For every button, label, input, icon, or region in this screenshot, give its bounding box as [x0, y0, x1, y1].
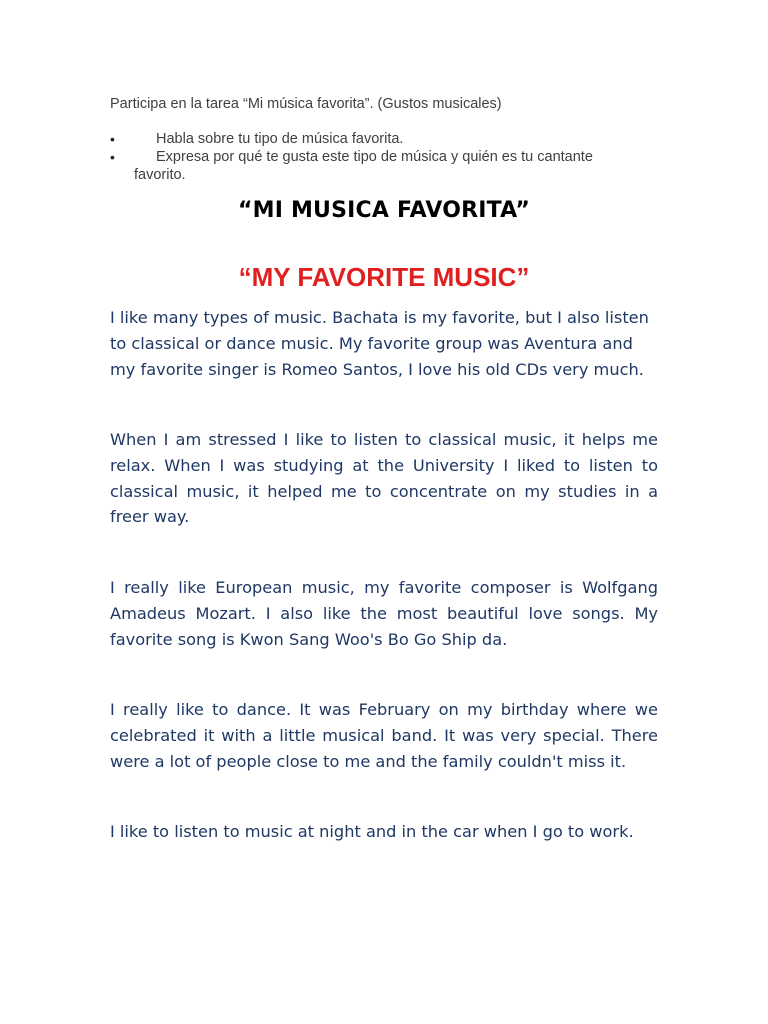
bullet-item	[110, 130, 650, 148]
task-instruction: Participa en la tarea “Mi música favorita”. (Gustos musicales)	[110, 96, 502, 112]
paragraph-music-types: I like many types of music. Bachata is my favorite, but I also listen to classical or dance music. My favorite group was Aventura and my favorite singer is Romeo Santos, I love his old CDs very much.	[110, 308, 649, 379]
spanish-title: “MI MUSICA FAVORITA”	[237, 198, 531, 223]
bullet-item	[110, 148, 650, 184]
bullet-text: Expresa por qué te gusta este tipo de música y quién es tu cantante	[156, 149, 593, 165]
bullet-text: Habla sobre tu tipo de música favorita.	[156, 131, 404, 147]
paragraph-classical-music: When I am stressed I like to listen to classical music, it helps me relax. When I was studying at the University I liked to listen to classical music, it helped me to concentrate on my studies in a freer way.	[110, 430, 658, 527]
bullet-marker: •	[110, 149, 115, 165]
paragraph-listening-habits: I like to listen to music at night and in the car when I go to work.	[110, 822, 634, 841]
bullet-text-continuation: favorito.	[134, 167, 186, 183]
paragraph-european-music: I really like European music, my favorite composer is Wolfgang Amadeus Mozart. I also like the most beautiful love songs. My favorite song is Kwon Sang Woo's Bo Go Ship da.	[110, 578, 658, 649]
bullet-marker: •	[110, 131, 115, 147]
paragraph-dance: I really like to dance. It was February on my birthday where we celebrated it with a little musical band. It was very special. There were a lot of people close to me and the family couldn't miss it.	[110, 700, 658, 771]
english-title: “MY FAVORITE MUSIC”	[238, 262, 530, 292]
task-bullet-list	[110, 130, 650, 184]
